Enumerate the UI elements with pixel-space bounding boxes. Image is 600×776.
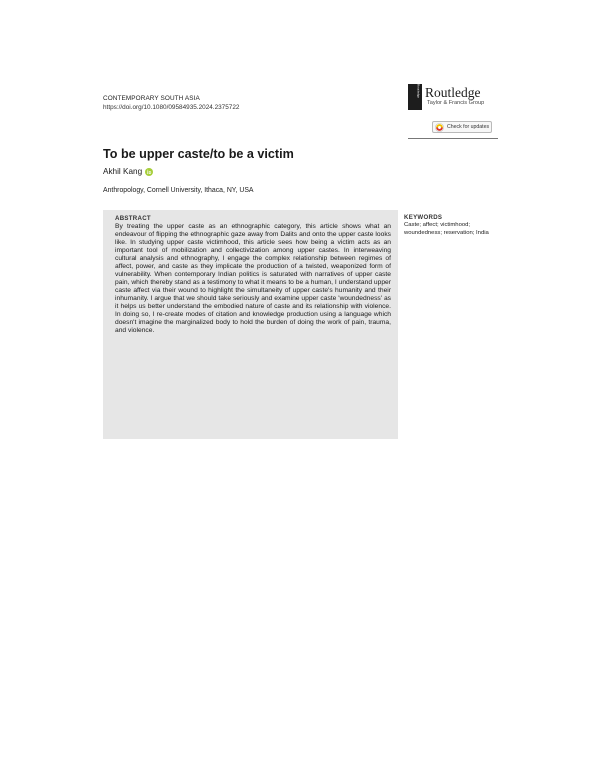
journal-name: CONTEMPORARY SOUTH ASIA [103,95,200,102]
routledge-logo-icon [408,84,422,110]
author-name[interactable]: Akhil Kang [103,167,143,176]
routledge-logo-mark-text: Routledge [416,84,421,98]
keywords-heading: KEYWORDS [404,214,443,221]
article-title: To be upper caste/to be a victim [103,147,294,161]
check-for-updates-label: Check for updates [447,124,490,130]
keywords-text: Caste; affect; victimhood; woundedness; reservation; India [404,222,489,236]
abstract-heading: ABSTRACT [115,215,151,222]
keywords-block [404,214,496,237]
journal-header [103,95,239,112]
publisher-group: Taylor & Francis Group [427,100,485,106]
orcid-icon[interactable] [145,168,153,176]
abstract-text: By treating the upper caste as an ethnographic category, this article shows what an endeavour of flipping the ethnographic gaze away from Dalits and onto the upper caste looks like. In studying upper caste victimhood, this article sees how being a victim acts as an important tool of mobilization and collectivization among upper castes. In interweaving cultural analysis and ethnography, I engage the complex relationship between regimes of affect, power, and caste as they implicate the production of a twisted, weaponized form of vulnerability. When contemporary Indian politics is saturated with narratives of upper caste pain, which thereby stand as a testimony to what it means to be a human, I understand upper caste affect via their wound to highlight the simultaneity of upper caste's humanity and their inhumanity. I argue that we should take seriously and examine upper caste 'woundedness' as it helps us better understand the embodied nature of caste and its relationship with violence. In doing so, I re-create modes of citation and knowledge production using a language which doesn't imagine the marginalized body to hold the burden of doing the work of pain, trauma, and violence. [115,222,391,335]
crossmark-icon [435,123,444,132]
doi-link[interactable]: https://doi.org/10.1080/09584935.2024.2375722 [103,103,240,111]
author-line [103,167,153,177]
publisher-logo [408,84,498,112]
check-for-updates-button[interactable] [432,121,492,133]
author-affiliation: Anthropology, Cornell University, Ithaca, NY, USA [103,187,254,194]
header-divider [408,138,498,139]
abstract-box [103,210,398,439]
publisher-name: Routledge [425,85,481,100]
